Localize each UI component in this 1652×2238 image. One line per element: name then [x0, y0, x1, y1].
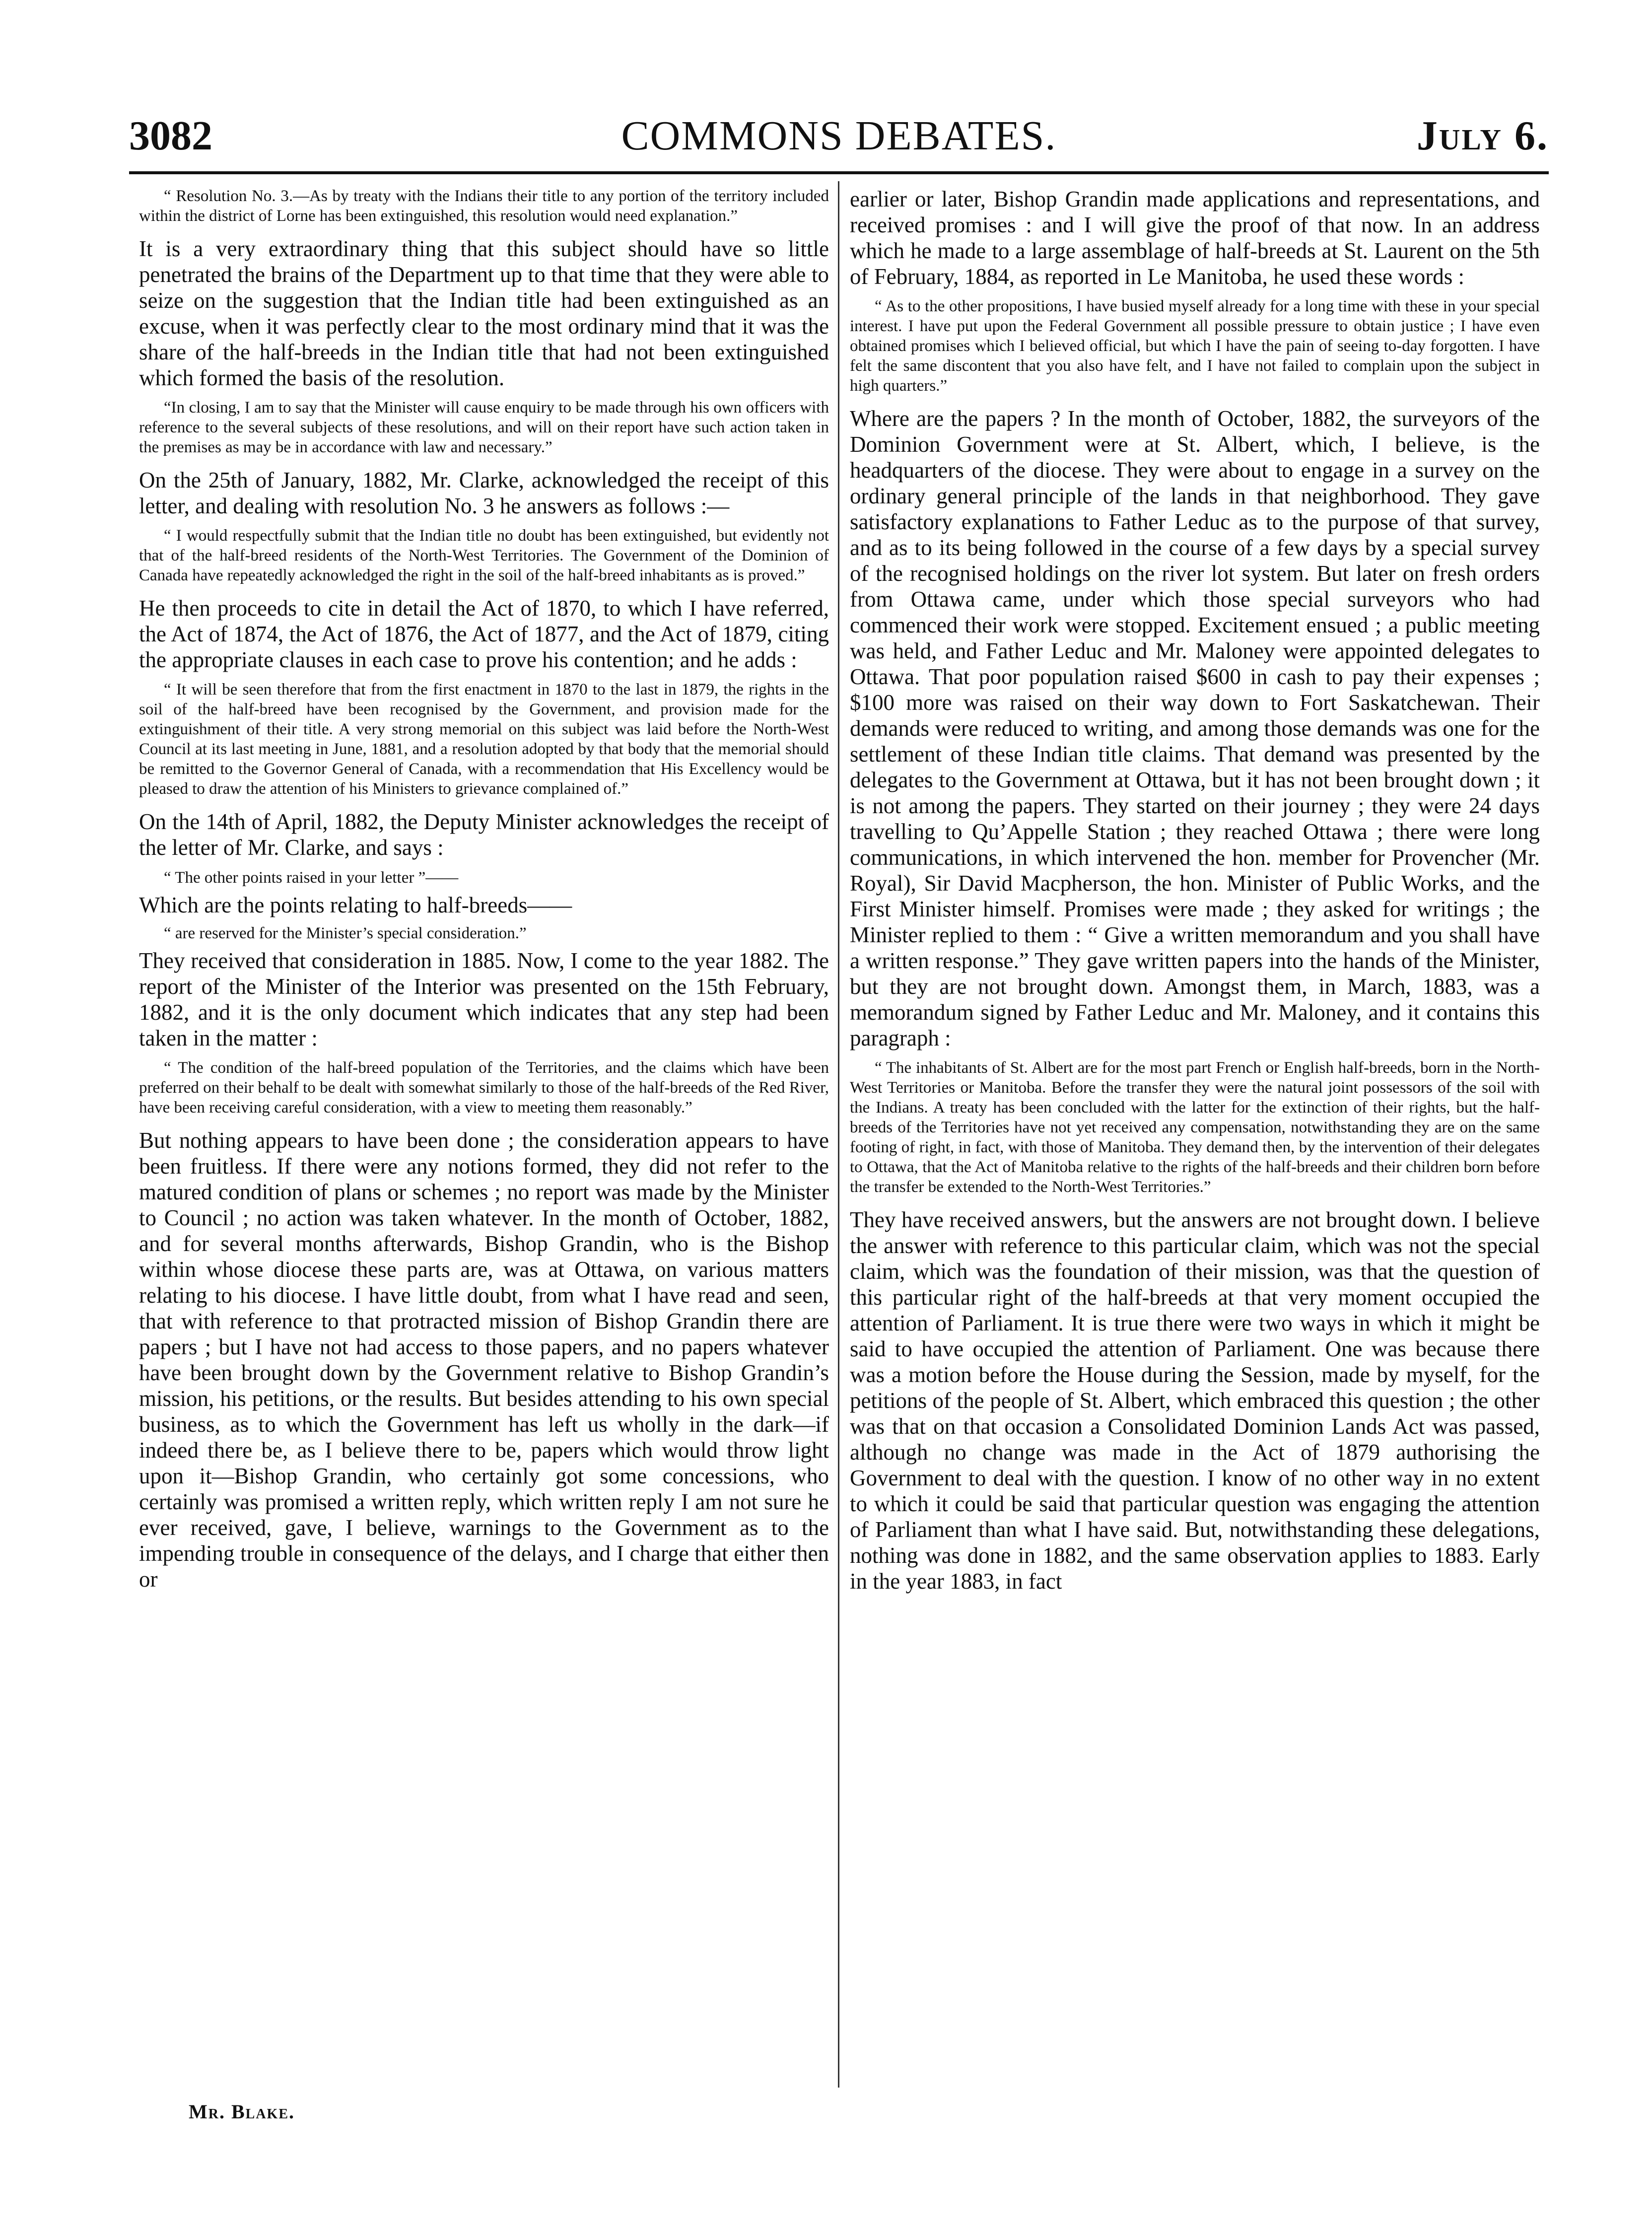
- paragraph: They received that consideration in 1885. Now, I come to the year 1882. The report of the Minister of the Interior was presented on the 15th February, 1882, and it is the only document which indicates that any step had been taken in the matter :: [139, 948, 829, 1050]
- quote-other-points: “ The other points raised in your letter ”——: [164, 869, 459, 887]
- quote-st-albert-memorandum: “ The inhabitants of St. Albert are for the most part French or English half-breeds, born in the North-West Territories or Manitoba. Before the transfer they were the natural joint possessors of the soil with the Indians. A treaty has been concluded with the latter for the extinction of their rights, but the half-breeds of the Territories have not yet received any compensation, notwithstanding they are on the same footing of right, in fact, with those of Manitoba. They demand then, by the intervention of their delegates to Ottawa, that the Act of Manitoba relative to the rights of the half-breeds and their children born before the transfer be extended to the North-West Territories.”: [850, 1059, 1540, 1196]
- paragraph: On the 25th of January, 1882, Mr. Clarke, acknowledged the receipt of this letter, and dealing with resolution No. 3 he answers as follows :—: [139, 468, 829, 518]
- page-date: July 6.: [1416, 113, 1549, 159]
- quote-resolution-3: “ Resolution No. 3.—As by treaty with the Indians their title to any portion of the territory included within the district of Lorne has been extinguished, this resolution would need explanation.”: [139, 187, 829, 225]
- right-column: [850, 186, 1540, 1601]
- paragraph: Which are the points relating to half-breeds——: [139, 893, 572, 917]
- paragraph: It is a very extraordinary thing that this subject should have so little penetrated the brains of the Department up to that time that they were able to seize on the suggestion that the Indian title had been extinguished as an excuse, when it was perfectly clear to the most ordinary mind that it was the share of the half-breeds in the Indian title that had not been extinguished which formed the basis of the resolution.: [139, 236, 829, 390]
- quote-report-condition: “ The condition of the half-breed population of the Territories, and the claims which have been preferred on their behalf to be dealt with somewhat similarly to those of the half-breeds of the Red River, have been receiving careful consideration, with a view to meeting them reasonably.”: [139, 1059, 829, 1117]
- left-column: [139, 186, 829, 1599]
- speaker-name: Mr. Blake.: [189, 2100, 295, 2123]
- paragraph: They have received answers, but the answers are not brought down. I believe the answer with reference to this particular claim, which was not the special claim, which was the foundation of their mission, was that the question of this particular right of the half-breeds at that very moment occupied the attention of Parliament. It is true there were two ways in which it might be said to have occupied the attention of Parliament. One was because there was a motion before the House during the Session, made by myself, for the petitions of the people of St. Albert, which embraced this question ; the other was that on that occasion a Consolidated Dominion Lands Act was passed, although no change was made in the Act of 1879 authorising the Government to deal with the question. I know of no other way in no extent to which it could be said that particular question was engaging the attention of Parliament than what I have said. But, notwithstanding these delegations, nothing was done in 1882, and the same observation applies to 1883. Early in the year 1883, in fact: [850, 1207, 1540, 1594]
- quote-minister-enquiry: “In closing, I am to say that the Minister will cause enquiry to be made through his own officers with reference to the several subjects of these resolutions, and will on their report have such action taken in the premises as may be in accordance with law and necessary.”: [139, 399, 829, 456]
- paragraph: earlier or later, Bishop Grandin made applications and representations, and received promises : and I will give the proof of that now. In an address which he made to a large assemblage of half-breeds at St. Laurent on the 5th of February, 1884, as reported in Le Manitoba, he used these words :: [850, 187, 1540, 289]
- paragraph: Where are the papers ? In the month of October, 1882, the surveyors of the Dominion Government were at St. Albert, which, I believe, is the headquarters of the diocese. They were about to engage in a survey on the ordinary general principle of the lands in that neighborhood. They gave satisfactory explanations to Father Leduc as to the purpose of that survey, and as to its being followed in the course of a few days by a special survey of the recognised holdings on the river lot system. But later on fresh orders from Ottawa came, under which those special surveyors who had commenced their work were stopped. Excitement ensued ; a public meeting was held, and Father Leduc and Mr. Maloney were appointed delegates to Ottawa. That poor population raised $600 in cash to pay their expenses ; $100 more was raised on their way down to Fort Saskatchewan. Their demands were reduced to writing, and among those demands was one for the settlement of these Indian title claims. That demand was presented by the delegates to the Government at Ottawa, but it has not been brought down ; it is not among the papers. They started on their journey ; they were 24 days travelling to Qu’Appelle Station ; they reached Ottawa ; there were long communications, in which intervened the hon. member for Provencher (Mr. Royal), Sir David Macpherson, the hon. Minister of Public Works, and the First Minister himself. Promises were made ; they asked for writings ; the Minister replied to them : “ Give a written memorandum and you shall have a written response.” They gave written papers into the hands of the Minister, but they are not brought down. Amongst them, in March, 1883, was a memorandum signed by Father Leduc and Mr. Maloney, and it contains this paragraph :: [850, 406, 1540, 1050]
- paragraph: On the 14th of April, 1882, the Deputy Minister acknowledges the receipt of the letter of Mr. Clarke, and says :: [139, 809, 829, 860]
- page-header: [129, 112, 1549, 166]
- paragraph: He then proceeds to cite in detail the Act of 1870, to which I have referred, the Act of 1874, the Act of 1876, the Act of 1877, and the Act of 1879, citing the appropriate clauses in each case to prove his contention; and he adds :: [139, 596, 829, 672]
- quote-first-enactment: “ It will be seen therefore that from the first enactment in 1870 to the last in 1879, the rights in the soil of the half-breed have been recognised by the Government, and provision made for the extinguishment of their title. A very strong memorial on this subject was laid before the North-West Council at its last meeting in June, 1881, and a resolution adopted by that body that the memorial should be remitted to the Governor General of Canada, with a recommendation that His Excellency would be pleased to draw the attention of his Ministers to grievance complained of.”: [139, 681, 829, 798]
- header-rule: [129, 171, 1549, 174]
- page-number: 3082: [129, 113, 212, 159]
- quote-reserved: “ are reserved for the Minister’s special consideration.”: [164, 924, 527, 942]
- quote-grandin-address: “ As to the other propositions, I have busied myself already for a long time with these in your special interest. I have put upon the Federal Government all possible pressure to obtain justice ; I have even obtained promises which I believed official, but which I have the pain of seeing to-day forgotten. I have felt the same discontent that you also have felt, and I have not failed to complain upon the subject in high quarters.”: [850, 297, 1540, 395]
- column-divider: [838, 181, 839, 2088]
- quote-clarke: “ I would respectfully submit that the Indian title no doubt has been extinguished, but evidently not that of the half-breed residents of the North-West Territories. The Government of the Dominion of Canada have repeatedly acknowledged the right in the soil of the half-breed inhabitants as is proved.”: [139, 527, 829, 584]
- paragraph: But nothing appears to have been done ; the consideration appears to have been fruitless. If there were any notions formed, they did not refer to the matured condition of plans or schemes ; no report was made by the Minister to Council ; no action was taken whatever. In the month of October, 1882, and for several months afterwards, Bishop Grandin, who is the Bishop within whose diocese these parts are, was at Ottawa, on various matters relating to his diocese. I have little doubt, from what I have read and seen, that with reference to that protracted mission of Bishop Grandin there are papers ; but I have not had access to those papers, and no papers whatever have been brought down by the Government relative to Bishop Grandin’s mission, his petitions, or the results. But besides attending to his own special business, as to which the Government has left us wholly in the dark—if indeed there be, as I believe there to be, papers which would throw light upon it—Bishop Grandin, who certainly got some concessions, who certainly was promised a written reply, which written reply I am not sure he ever received, gave, I believe, warnings to the Government as to the impending trouble in consequence of the delays, and I charge that either then or: [139, 1128, 829, 1592]
- page-title: COMMONS DEBATES.: [621, 113, 1057, 159]
